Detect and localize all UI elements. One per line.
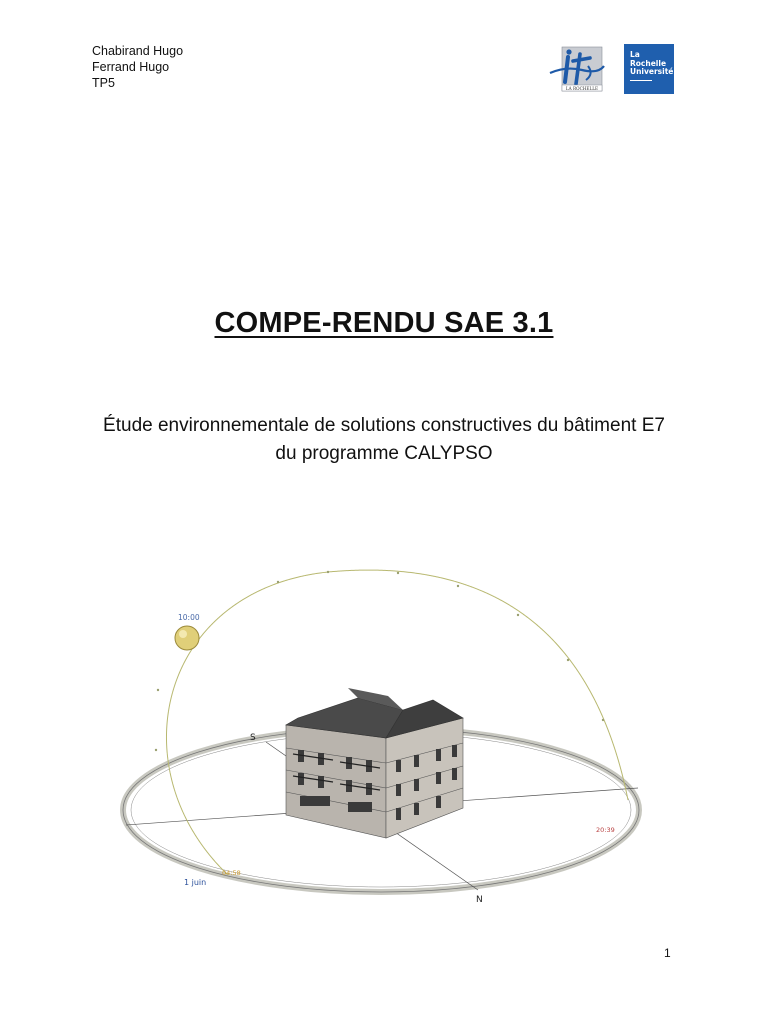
sun-icon — [175, 626, 199, 650]
iut-logo — [548, 44, 606, 94]
iut-logo-text: LA ROCHELLE — [565, 85, 599, 91]
document-subtitle: Étude environnementale de solutions constructives du bâtiment E7 du programme CALYPSO — [103, 415, 665, 464]
sunrise-time-label: 04:58 — [222, 869, 241, 877]
logo-underline — [630, 80, 652, 81]
sunset-time-label: 20:39 — [596, 826, 615, 834]
building-model-icon — [286, 688, 463, 838]
document-title-text: COMPE-RENDU SAE 3.1 — [214, 307, 554, 339]
author-name: Ferrand Hugo — [92, 60, 170, 74]
university-logo-line: La Rochelle — [630, 50, 667, 68]
author-block — [92, 43, 183, 91]
date-label: 1 juin — [184, 878, 207, 887]
sun-path-building-illustration — [118, 560, 648, 910]
compass-south-label: S — [250, 733, 256, 743]
group-label: TP5 — [92, 76, 115, 90]
institution-logos — [548, 43, 676, 97]
compass-north-label: N — [476, 895, 483, 905]
author-name: Chabirand Hugo — [92, 44, 184, 58]
page-number: 1 — [664, 946, 671, 960]
document-title — [0, 307, 768, 340]
university-logo-line: Université — [630, 67, 674, 76]
university-logo — [624, 44, 674, 94]
sun-time-label: 10:00 — [178, 613, 200, 622]
